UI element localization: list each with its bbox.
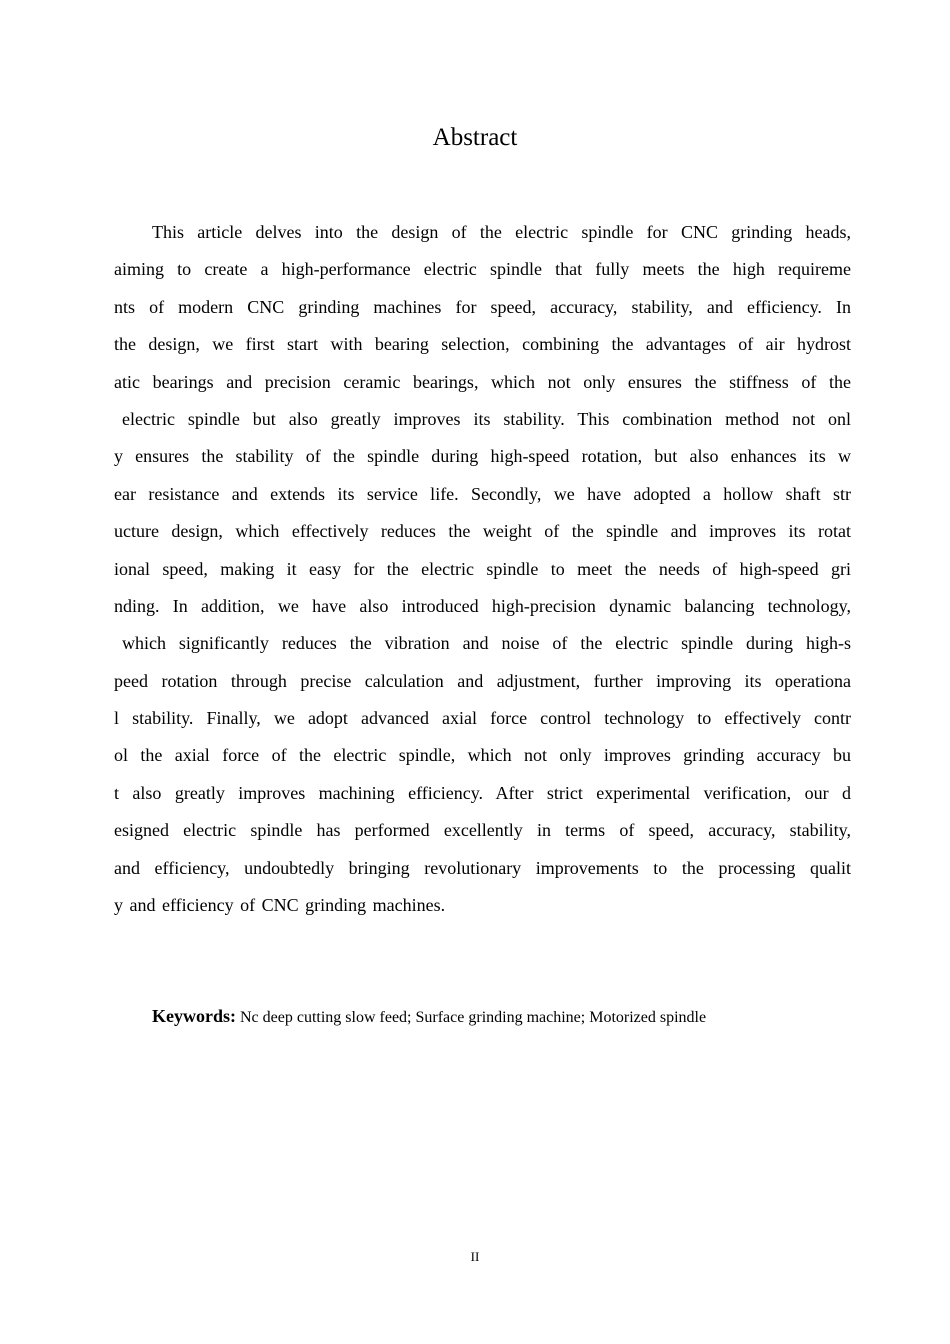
abstract-line: the design, we first start with bearing selection, combining the advantages of air hydrost: [114, 334, 851, 355]
abstract-line: and efficiency, undoubtedly bringing revolutionary improvements to the processing qualit: [114, 857, 851, 878]
abstract-line: peed rotation through precise calculation and adjustment, further improving its operationa: [114, 670, 851, 691]
abstract-line: ucture design, which effectively reduces the weight of the spindle and improves its rotat: [114, 521, 851, 542]
keywords-line: [152, 1003, 706, 1031]
abstract-line: l stability. Finally, we adopt advanced axial force control technology to effectively contr: [114, 708, 851, 729]
abstract-line: This article delves into the design of the electric spindle for CNC grinding heads,: [152, 222, 851, 242]
keywords-label: Keywords:: [152, 1006, 236, 1026]
abstract-line: aiming to create a high-performance electric spindle that fully meets the high requireme: [114, 259, 851, 280]
abstract-line: atic bearings and precision ceramic bearings, which not only ensures the stiffness of the: [114, 371, 851, 392]
abstract-line: t also greatly improves machining efficiency. After strict experimental verification, our d: [114, 782, 851, 803]
keywords-text: Nc deep cutting slow feed; Surface grinding machine; Motorized spindle: [240, 1009, 707, 1026]
abstract-line: nts of modern CNC grinding machines for speed, accuracy, stability, and efficiency. In: [114, 296, 851, 317]
abstract-line: nding. In addition, we have also introduced high-precision dynamic balancing technology,: [114, 595, 851, 616]
abstract-line: ol the axial force of the electric spindle, which not only improves grinding accuracy bu: [114, 745, 851, 766]
abstract-title: Abstract: [432, 124, 518, 151]
abstract-line: electric spindle but also greatly improves its stability. This combination method not onl: [122, 408, 851, 429]
abstract-line: which significantly reduces the vibration and noise of the electric spindle during high-s: [122, 633, 851, 654]
abstract-line: y ensures the stability of the spindle during high-speed rotation, but also enhances its w: [114, 446, 851, 467]
abstract-line: esigned electric spindle has performed excellently in terms of speed, accuracy, stability,: [114, 820, 851, 841]
abstract-body: [114, 214, 851, 924]
abstract-line: ional speed, making it easy for the electric spindle to meet the needs of high-speed gri: [114, 558, 851, 579]
abstract-line: ear resistance and extends its service life. Secondly, we have adopted a hollow shaft str: [114, 483, 851, 504]
abstract-line: y and efficiency of CNC grinding machines.: [114, 895, 446, 916]
page-number: II: [470, 1249, 480, 1264]
